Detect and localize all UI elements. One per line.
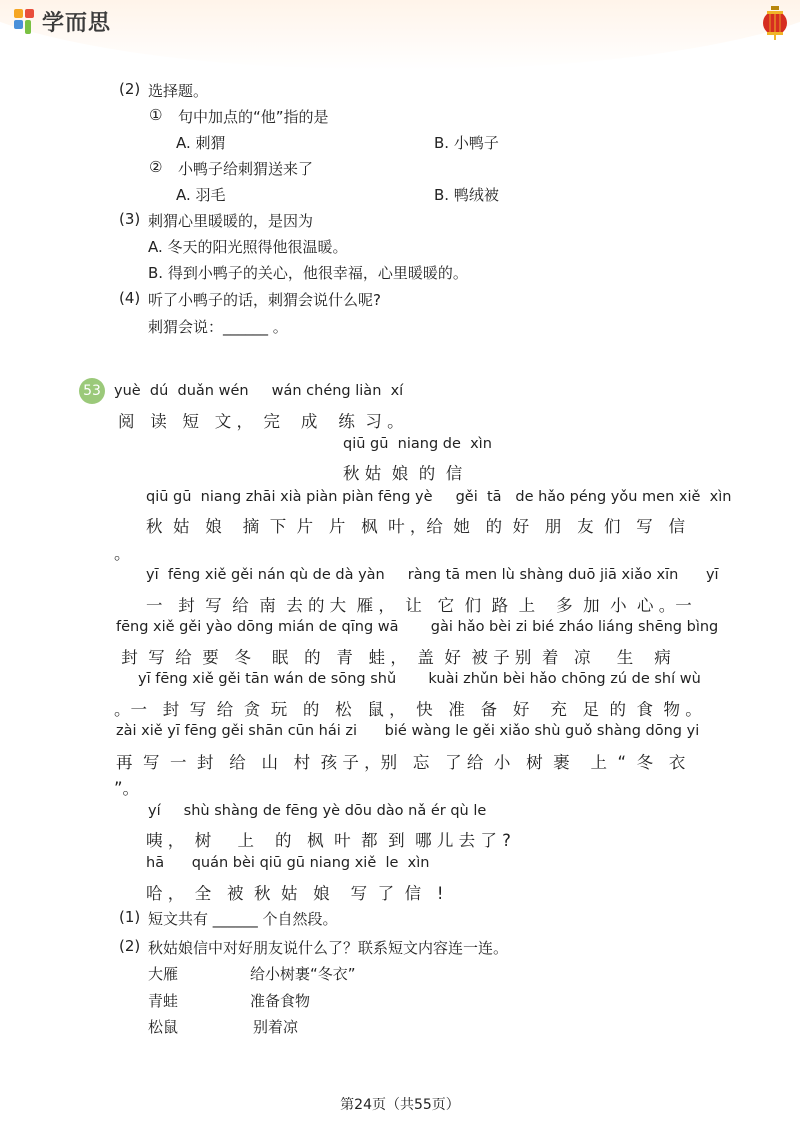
pinyin-line: zài xiě yī fēng gěi shān cūn hái zi bié wàng le gěi xiǎo shù guǒ shàng dōng yi [116, 723, 700, 739]
match-right-item: 准备食物 [250, 992, 311, 1010]
option-a: A. 刺猬 [176, 134, 226, 152]
pinyin-line: fēng xiě gěi yào dōng mián de qīng wā gài hǎo bèi zi bié zháo liáng shēng bìng [116, 619, 719, 635]
question-label: (1) [119, 908, 141, 926]
question-label: (4) [119, 289, 141, 307]
pinyin-line: qiū gū niang zhāi xià piàn piàn fēng yè gěi tā de hǎo péng yǒu men xiě xìn [146, 489, 732, 505]
option-a: A. 冬天的阳光照得他很温暖。 [148, 238, 348, 256]
match-left-item: 松鼠 [148, 1018, 179, 1036]
title-hanzi: 秋 姑 娘 的 信 [343, 464, 463, 483]
hanzi-line: 哈 ， 全 被 秋 姑 娘 写 了 信 ! [146, 884, 444, 903]
logo-icon [14, 9, 38, 35]
question-text: 选择题。 [148, 82, 209, 100]
option-b: B. 得到小鸭子的关心，他很幸福，心里暖暖的。 [148, 264, 468, 282]
sub-question-number: ① [149, 106, 163, 124]
question-number-badge: 53 [79, 378, 105, 404]
hanzi-line: 阅 读 短 文 ， 完 成 练 习 。 [118, 412, 404, 431]
hanzi-line: 再 写 一 封 给 山 村 孩 子 ，别 忘 了 给 小 树 裹 上 “ 冬 衣 [116, 753, 686, 772]
match-right-item: 别着凉 [253, 1018, 299, 1036]
hanzi-line: 秋 姑 娘 摘 下 片 片 枫 叶 ，给 她 的 好 朋 友 们 写 信 [146, 517, 686, 536]
hanzi-line: 一 封 写 给 南 去 的 大 雁 ， 让 它 们 路 上 多 加 小 心 。一 [146, 596, 692, 615]
page-header [0, 0, 800, 78]
option-a: A. 羽毛 [176, 186, 226, 204]
brand-logo [14, 6, 111, 37]
brand-name: 学而思 [42, 11, 112, 36]
title-pinyin: qiū gū niang de xìn [343, 436, 492, 452]
answer-line: 刺猬会说：______ 。 [148, 318, 288, 336]
match-left-item: 大雁 [148, 965, 179, 983]
hanzi-line: 。 [114, 544, 131, 563]
pinyin-line: yuè dú duǎn wén wán chéng liàn xí [114, 383, 404, 399]
question-label: (2) [119, 80, 141, 98]
question-text: 刺猬心里暖暖的，是因为 [148, 212, 314, 230]
pinyin-line: yí shù shàng de fēng yè dōu dào nǎ ér qù le [148, 803, 487, 819]
hanzi-line: 。一 封 写 给 贪 玩 的 松 鼠 ， 快 准 备 好 充 足 的 食 物 。 [114, 700, 702, 719]
option-b: B. 鸭绒被 [434, 186, 499, 204]
lantern-icon [762, 6, 788, 40]
hanzi-line: 咦 ， 树 上 的 枫 叶 都 到 哪 儿 去 了 ? [146, 831, 511, 850]
match-right-item: 给小树裹“冬衣” [250, 965, 356, 983]
header-background [0, 0, 800, 70]
option-b: B. 小鸭子 [434, 134, 499, 152]
match-left-item: 青蛙 [148, 992, 179, 1010]
page-number: 第24页（共55页） [340, 1097, 460, 1113]
pinyin-line: yī fēng xiě gěi nán qù de dà yàn ràng tā men lù shàng duō jiā xiǎo xīn yī [146, 567, 719, 583]
hanzi-line: 封 写 给 要 冬 眠 的 青 蛙 ， 盖 好 被 子 别 着 凉 生 病 [116, 648, 671, 667]
sub-question-text: 小鸭子给刺猬送来了 [178, 160, 314, 178]
question-text: 秋姑娘信中对好朋友说什么了？联系短文内容连一连。 [148, 939, 509, 957]
question-label: (2) [119, 937, 141, 955]
pinyin-line: hā quán bèi qiū gū niang xiě le xìn [146, 855, 430, 871]
sub-question-number: ② [149, 158, 163, 176]
pinyin-line: yī fēng xiě gěi tān wán de sōng shǔ kuài zhǔn bèi hǎo chōng zú de shí wù [138, 671, 701, 687]
question-text: 听了小鸭子的话，刺猬会说什么呢? [148, 291, 381, 309]
hanzi-line: ”。 [114, 779, 140, 798]
question-text: 短文共有 ______ 个自然段。 [148, 910, 338, 928]
sub-question-text: 句中加点的“他”指的是 [178, 108, 329, 126]
question-label: (3) [119, 210, 141, 228]
